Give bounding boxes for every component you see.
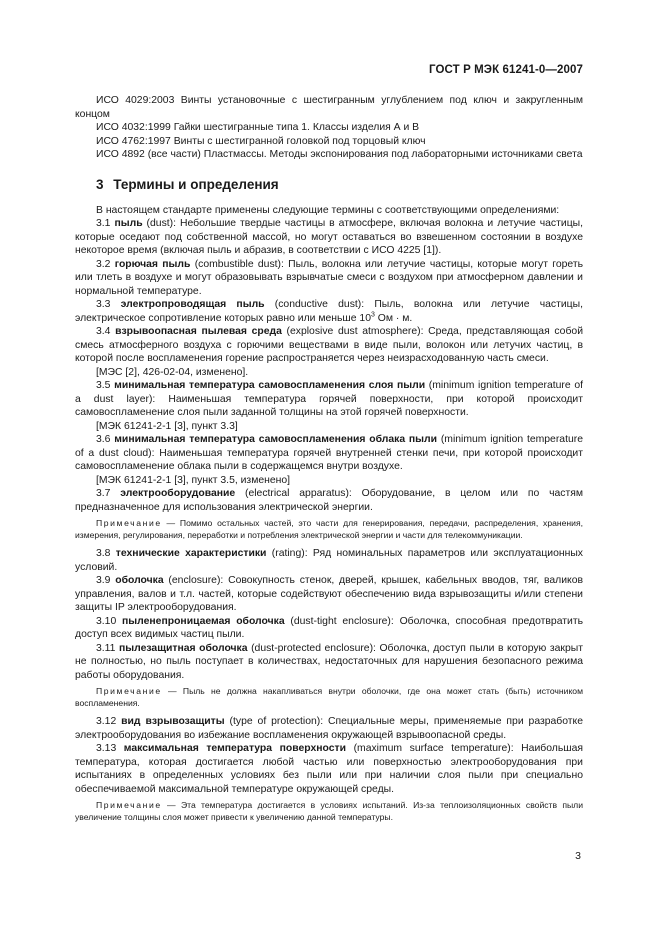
definition-number: 3.3 bbox=[96, 299, 111, 310]
definition-3-9 bbox=[75, 574, 583, 615]
definition-text: (type of protection): Специальные меры, применяемые при разработке электрооборудования во избежание воспламенения окружающей взрывоопасной среды. bbox=[75, 716, 583, 741]
section-number: 3 bbox=[96, 176, 104, 192]
definition-3-6 bbox=[75, 433, 583, 474]
definition-source: [МЭК 61241-2-1 [3], пункт 3.3] bbox=[96, 420, 238, 432]
reference-item: ИСО 4892 (все части) Пластмассы. Методы экспонирования под лабораторными источниками света bbox=[96, 149, 583, 160]
note bbox=[75, 686, 583, 709]
document-header: ГОСТ Р МЭК 61241-0—2007 bbox=[429, 64, 583, 76]
definition-term: минимальная температура самовоспламенения слоя пыли bbox=[114, 380, 426, 391]
exponent: 3 bbox=[371, 311, 375, 319]
definition-text: (explosive dust atmosphere): Среда, представляющая собой смесь атмосферного воздуха с горючими веществами в виде пыли, волокон или летучих частиц, в которой после воспламенения горение распространяется через неизрасходованную часть смеси. bbox=[75, 326, 583, 364]
definition-3-11 bbox=[75, 642, 583, 683]
definition-text: (dust): Небольшие твердые частицы в атмосфере, включая волокна и летучие частицы, которые оседают под собственной массой, но могут оставаться во взвешенном состоянии в воздухе некоторое время (включая пыль и абразив, в соответствии с ИСО 4225 [1]). bbox=[75, 218, 583, 256]
definition-3-2 bbox=[75, 258, 583, 299]
definition-term: максимальная температура поверхности bbox=[123, 743, 347, 754]
reference-item: ИСО 4762:1997 Винты с шестигранной головкой под торцовый ключ bbox=[96, 135, 426, 147]
definition-number: 3.1 bbox=[96, 218, 111, 229]
definition-number: 3.11 bbox=[96, 642, 116, 654]
definition-3-3 bbox=[75, 298, 583, 325]
definition-text-unit: Ом · м. bbox=[374, 312, 413, 324]
definition-3-1 bbox=[75, 217, 583, 258]
definition-term: горючая пыль bbox=[114, 258, 191, 270]
page-number: 3 bbox=[575, 850, 581, 862]
definition-term: оболочка bbox=[115, 575, 164, 586]
definition-term: пыленепроницаемая оболочка bbox=[122, 615, 285, 627]
section-intro: В настоящем стандарте применены следующие термины с соответствующими определениями: bbox=[96, 204, 560, 216]
definition-term: взрывоопасная пылевая среда bbox=[115, 326, 282, 337]
definition-number: 3.2 bbox=[96, 258, 111, 270]
definition-3-5 bbox=[75, 379, 583, 420]
definition-term: электрооборудование bbox=[120, 488, 236, 499]
definition-3-10 bbox=[75, 615, 583, 642]
definition-3-7 bbox=[75, 487, 583, 514]
definition-number: 3.6 bbox=[96, 434, 111, 445]
definition-number: 3.13 bbox=[96, 743, 117, 754]
definition-number: 3.12 bbox=[96, 716, 117, 727]
definition-text: (enclosure): Совокупность стенок, дверей, крышек, кабельных вводов, тяг, валиков управления, валов и т.л. частей, которые содействуют обеспечению вида взрывозащиты и/или степени защиты IP электрооборудования. bbox=[75, 575, 583, 613]
definition-number: 3.8 bbox=[96, 548, 111, 559]
definition-text: (minimum ignition temperature of a dust cloud): Наименьшая температура горячей внутренней стенки печи, при которой происходит самовоспламенение облака пыли в содержащемся внутри воздухе. bbox=[75, 434, 583, 472]
definition-number: 3.9 bbox=[96, 575, 111, 586]
definition-term: пылезащитная оболочка bbox=[119, 642, 248, 654]
definition-text: (combustible dust): Пыль, волокна или летучие частицы, которые могут гореть или тлеть в воздухе и могут образовывать взрывчатые смеси с воздухом при атмосферном давлении и нормальной температуре. bbox=[75, 258, 584, 297]
definition-3-4 bbox=[75, 325, 583, 366]
definition-number: 3.7 bbox=[96, 488, 111, 499]
reference-item: ИСО 4029:2003 Винты установочные с шестигранным углублением под ключ и закругленным концом bbox=[75, 95, 583, 120]
reference-item: ИСО 4032:1999 Гайки шестигранные типа 1. Классы изделия А и В bbox=[96, 122, 420, 133]
definition-3-8 bbox=[75, 547, 583, 574]
definition-number: 3.10 bbox=[96, 615, 117, 627]
definition-term: технические характеристики bbox=[115, 548, 267, 559]
note-text: — Эта температура достигается в условиях испытаний. Из-за теплоизоляционных свойств пыли увеличение толщины слоя может привести к увеличению данной температуры. bbox=[75, 800, 583, 822]
section-title: Термины и определения bbox=[113, 176, 279, 192]
definition-term: вид взрывозащиты bbox=[121, 716, 225, 727]
definition-text: (maximum surface temperature): Наибольшая температура, которая достигается любой частью или поверхностью электрооборудования при испытаниях в определенных условиях без пыли или при наличии слоя пыли при специально обеспечиваемой максимальной температуре окружающей среды. bbox=[75, 743, 583, 795]
definition-term: электропроводящая пыль bbox=[120, 299, 265, 310]
definition-3-12 bbox=[75, 715, 583, 742]
note bbox=[75, 518, 583, 541]
definition-source: [МЭК 61241-2-1 [3], пункт 3.5, изменено] bbox=[96, 474, 291, 486]
definition-term: минимальная температура самовоспламенения облака пыли bbox=[114, 434, 438, 445]
definition-text: (dust-protected enclosure): Оболочка, доступ пыли в которую закрыт не полностью, но пыль поступает в количествах, недостаточных для нарушения безопасного режима работы оборудования. bbox=[75, 642, 583, 681]
definition-term: пыль bbox=[114, 218, 143, 229]
definition-number: 3.5 bbox=[96, 380, 111, 391]
section-heading bbox=[75, 177, 583, 193]
definition-text: (rating): Ряд номинальных параметров или эксплуатационных условий. bbox=[75, 548, 583, 573]
definition-text: (minimum ignition temperature of a dust layer): Наименьшая температура горячей поверхности, при которой происходит самовоспламенение слоя пыли заданной толщины на этой горячей поверхности. bbox=[75, 380, 584, 418]
definition-source: [МЭС [2], 426-02-04, изменено]. bbox=[96, 366, 249, 378]
note-text: — Помимо остальных частей, это части для генерирования, передачи, распределения, хранения, измерения, регулирования, переработки и потребления электрической энергии и части для телекоммуникации. bbox=[75, 518, 583, 540]
definition-number: 3.4 bbox=[96, 326, 111, 337]
definition-text: (electrical apparatus): Оборудование, в целом или по частям предназначенное для использования электрической энергии. bbox=[75, 488, 583, 513]
note-label: Примечание bbox=[96, 518, 162, 528]
note-label: Примечание bbox=[96, 686, 162, 696]
note-text: — Пыль не должна накапливаться внутри оболочки, где она может стать (быть) источником воспламенения. bbox=[75, 686, 583, 708]
definition-text: (dust-tight enclosure): Оболочка, способная предотвратить доступ всех видимых частиц пыли. bbox=[75, 615, 583, 640]
definition-3-13 bbox=[75, 742, 583, 796]
definition-text: (conductive dust): Пыль, волокна или летучие частицы, электрическое сопротивление которых равно или меньше 10 bbox=[75, 299, 583, 324]
note-label: Примечание bbox=[96, 800, 162, 810]
document-body bbox=[75, 94, 583, 829]
note bbox=[75, 800, 583, 823]
